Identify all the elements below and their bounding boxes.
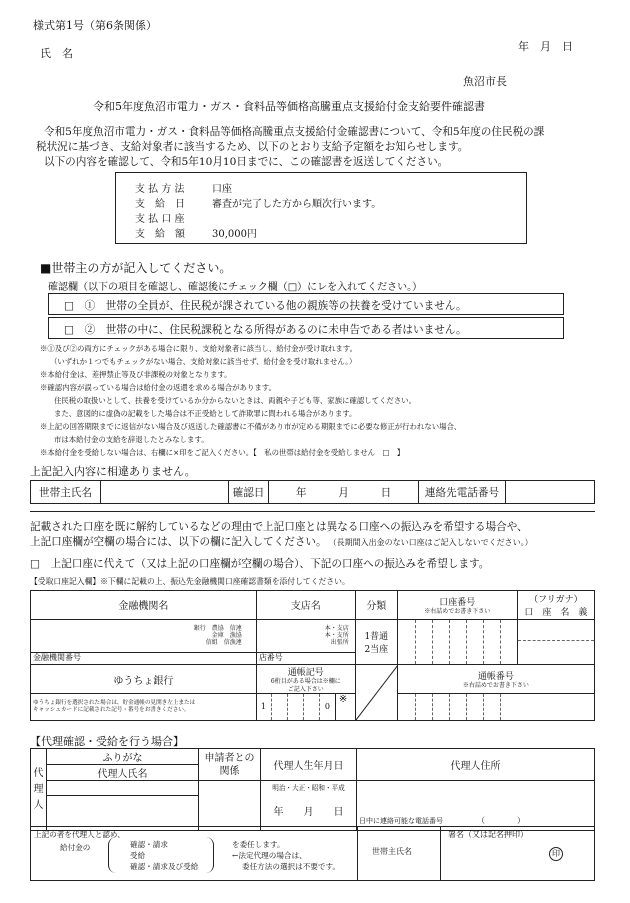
return-instruction: 以下の内容を確認して、令和5年10月10日までに、この確認書を返送してください。: [44, 156, 449, 168]
proxy-name-field[interactable]: [47, 781, 199, 831]
holder-header-text: 口 座 名 義: [524, 607, 588, 618]
delegate-options-list[interactable]: [130, 839, 198, 872]
check-item-1-text: □ ① 世帯の全員が、住民税が課されている他の親族等の扶養を受けていません。: [64, 300, 467, 312]
householder-heading: ■世帯主の方が記入してください。: [40, 261, 232, 275]
transfer-line-1: 記載された口座を既に解約しているなどの理由で上記口座とは異なる口座への振込みを希望する場合や、: [30, 521, 528, 533]
option-both[interactable]: 確認・請求及び受給: [130, 862, 199, 871]
passbook-symbol-note-2: ご記入下さい: [287, 685, 324, 693]
note-8: 市は本給付金の支給を辞退したとみなします。: [54, 435, 209, 444]
passbook-symbol-title: 通帳記号: [287, 668, 324, 679]
branch-kind-1: 本・支店: [324, 624, 349, 632]
form-number: 様式第1号（第6条関係）: [33, 19, 157, 32]
delegate-text-1: 上記の者を代理人と認め、: [34, 830, 125, 839]
branch-kind-field[interactable]: [256, 619, 355, 652]
address-field[interactable]: [357, 781, 595, 831]
delegate-text-2: 給付金の: [60, 843, 91, 852]
account-header: [397, 591, 517, 620]
passbook-symbol-header: [256, 665, 355, 694]
delegation-householder-label: 世帯主氏名: [372, 847, 412, 856]
intro-line-2: 税状況に基づき、支給対象者に該当するため、以下のとおり支給予定額をお知らせします。: [36, 141, 469, 153]
note-7: ※上記の回答期限までに返信がない場合及び返送した確認書に不備があり市が定める期限までに必要な修正が行われない場合、: [40, 422, 462, 431]
yucho-label: ゆうちょ銀行: [31, 665, 257, 694]
holder-header: [517, 591, 594, 620]
phone-label: 連絡先電話番号: [419, 481, 506, 504]
entrust-2: ←法定代理の場合は、: [232, 851, 307, 860]
payment-amount-label: 支 給 額: [135, 229, 185, 240]
inst-kind-1: 銀行 農協 信連: [193, 624, 242, 632]
note-2: （いずれか１つでもチェックがない場合、支給対象に該当せず、給付金を受け取れません。）: [50, 357, 357, 366]
furigana-label: ふりがな: [47, 749, 199, 765]
birth-ymd: 年 月 日: [273, 806, 344, 818]
institution-code-field[interactable]: [31, 652, 257, 664]
yucho-note: [31, 694, 257, 721]
birth-field[interactable]: [261, 781, 357, 831]
symbol-digit-mark: ※: [338, 694, 348, 706]
note-5: 住民税の取扱いとして、扶養を受けているか分からないときは、両親や子ども等、家族に確認してください。: [54, 396, 416, 405]
inst-kind-3: 信組 信漁連: [205, 639, 242, 647]
relation-label: 申請者との関係: [199, 749, 261, 781]
entrust-1: を委任します。: [232, 840, 285, 849]
payment-method-label: 支 払 方 法: [135, 184, 185, 195]
symbol-digit-zero: 0: [324, 702, 330, 712]
side-2: 理: [33, 783, 44, 795]
confirm-table: [30, 480, 595, 504]
note-6: また、意図的に虚偽の記載をした場合は不正受給として詐欺罪に問われる場合があります。: [54, 409, 357, 418]
payment-method-value: 口座: [212, 184, 232, 195]
branch-header: 支店名: [256, 591, 355, 620]
option-confirm[interactable]: 確認・請求: [130, 840, 168, 849]
account-number-field[interactable]: [397, 619, 517, 664]
payment-labels: [135, 182, 185, 242]
payment-date-value: 審査が完了した方から順次行います。: [212, 199, 382, 210]
intro-line-1: 令和5年度魚沼市電力・ガス・食料品等価格高騰重点支援給付金確認書について、令和5年度の住民税の課: [44, 126, 545, 138]
payment-amount-value: 30,000円: [212, 229, 257, 240]
institution-kind-field[interactable]: [31, 619, 257, 652]
delegation-divider-2: [440, 826, 441, 881]
era-options: 明治・大正・昭和・平成: [272, 784, 345, 792]
payment-account-value: [212, 212, 381, 227]
institution-header: 金融機関名: [31, 591, 257, 620]
type-current: 2当座: [364, 644, 389, 655]
recipient-name-label: 氏 名: [40, 47, 73, 60]
passbook-symbol-field[interactable]: [256, 694, 355, 721]
confirm-statement: 上記記入内容に相違ありません。: [30, 465, 196, 478]
note-9[interactable]: ※本給付金を受給しない場合は、右欄に×印をご記入ください。【 私の世帯は給付金を受給しません □ 】: [40, 448, 405, 457]
passbook-symbol-note-1: 6桁目がある場合は※欄に: [270, 678, 341, 686]
account-holder-field[interactable]: [517, 619, 594, 664]
proxy-side-label: [31, 749, 47, 831]
birth-label: 代理人生年月日: [261, 749, 357, 781]
branch-kind-3: 出張所: [330, 639, 349, 647]
relation-field[interactable]: [199, 781, 261, 831]
note-4: ※確認内容が誤っている場合は給付金の返還を求める場合があります。: [40, 383, 276, 392]
option-receive[interactable]: 受給: [130, 851, 146, 860]
proxy-heading: 【代理確認・受給を行う場合】: [30, 735, 184, 748]
payment-values: [212, 182, 381, 242]
account-header-text: 口座番号: [439, 597, 476, 608]
notes-block: [40, 342, 461, 459]
check-instruction: 確認欄（以下の項目を確認し、確認後にチェック欄（□）にレを入れてください。）: [48, 282, 423, 293]
confirm-date-label: 確認日: [229, 481, 269, 504]
account-header-note: ※右詰めでお書き下さい: [424, 607, 491, 615]
phone-field[interactable]: [506, 481, 595, 504]
delegation-divider-1: [357, 826, 358, 881]
branch-code-field[interactable]: [256, 652, 355, 664]
side-3: 人: [33, 799, 44, 811]
transfer-option[interactable]: □ 上記口座に代えて（又は上記の口座欄が空欄の場合）、下記の口座への振込みを希望します。: [30, 558, 490, 570]
type-normal: 1普通: [364, 631, 389, 642]
confirm-date-field[interactable]: 年 月 日: [269, 481, 419, 504]
payment-date-label: 支 給 日: [135, 199, 185, 210]
seal-icon: 印: [549, 847, 563, 861]
passbook-number-field[interactable]: [397, 694, 594, 721]
householder-name-label: 世帯主氏名: [31, 481, 101, 504]
payment-account-label: 支 払 口 座: [135, 214, 185, 225]
issue-date: 年 月 日: [518, 40, 573, 53]
address-label: 代理人住所: [357, 749, 595, 781]
householder-name-field[interactable]: [101, 481, 229, 504]
daytime-phone-label: 日中に連絡可能な電話番号: [359, 817, 443, 825]
issuer-name: 魚沼市長: [463, 75, 507, 88]
transfer-line-2-note: （長期間入出金のない口座はご記入しないでください。）: [332, 538, 533, 547]
daytime-phone-field[interactable]: （ ）: [477, 816, 525, 825]
branch-kind-2: 本・支所: [324, 632, 349, 640]
page-title: 令和5年度魚沼市電力・ガス・食料品等価格高騰重点支援給付金支給要件確認書: [93, 100, 485, 113]
note-1: ※①及び②の両方にチェックがある場合に限り、支給対象者に該当し、給付金が受け取れます。: [40, 344, 357, 353]
type-header: 分類: [355, 591, 397, 620]
institution-code-label: 金融機関番号: [33, 653, 81, 663]
account-type-field[interactable]: [355, 619, 397, 664]
divider: [30, 511, 595, 512]
furigana-header: （フリガナ）: [529, 594, 583, 605]
passbook-number-note: ※右詰めでお書き下さい: [462, 682, 529, 690]
check-item-2-text: □ ② 世帯の中に、住民税課税となる所得があるのに未申告である者はいません。: [64, 324, 467, 336]
transfer-line-2-text: 上記口座欄が空欄の場合には、以下の欄に記入してください。: [30, 536, 327, 548]
bank-table: [30, 590, 595, 721]
branch-code-label: 店番号: [258, 653, 283, 663]
yucho-type-divider: [355, 665, 397, 721]
transfer-line-2: [30, 534, 533, 549]
passbook-number-title: 通帳番号: [477, 672, 514, 683]
yucho-note-1: ゆうちょ銀行を選択された場合は、貯金通帳の見開き左上または: [33, 700, 196, 707]
symbol-digit-first: 1: [260, 702, 266, 712]
proxy-table: [30, 748, 595, 831]
inst-kind-2: 金庫 漁協: [211, 632, 242, 640]
signature-label: 署名（又は記名押印）: [448, 830, 528, 839]
yucho-note-2: キャッシュカードに記載された記号・番号をお書きください。: [33, 707, 190, 714]
proxy-name-label: 代理人氏名: [47, 765, 199, 781]
bank-caption: 【受取口座記入欄】※下欄に記載の上、振込先金融機関口座確認書類を添付してください。: [30, 577, 350, 586]
entrust-3: 委任方法の選択は不要です。: [242, 862, 341, 871]
note-3: ※本給付金は、差押禁止等及び非課税の対象となります。: [40, 370, 232, 379]
passbook-number-header: [397, 665, 594, 694]
side-1: 代: [33, 767, 44, 779]
entrust-text: [232, 839, 340, 872]
